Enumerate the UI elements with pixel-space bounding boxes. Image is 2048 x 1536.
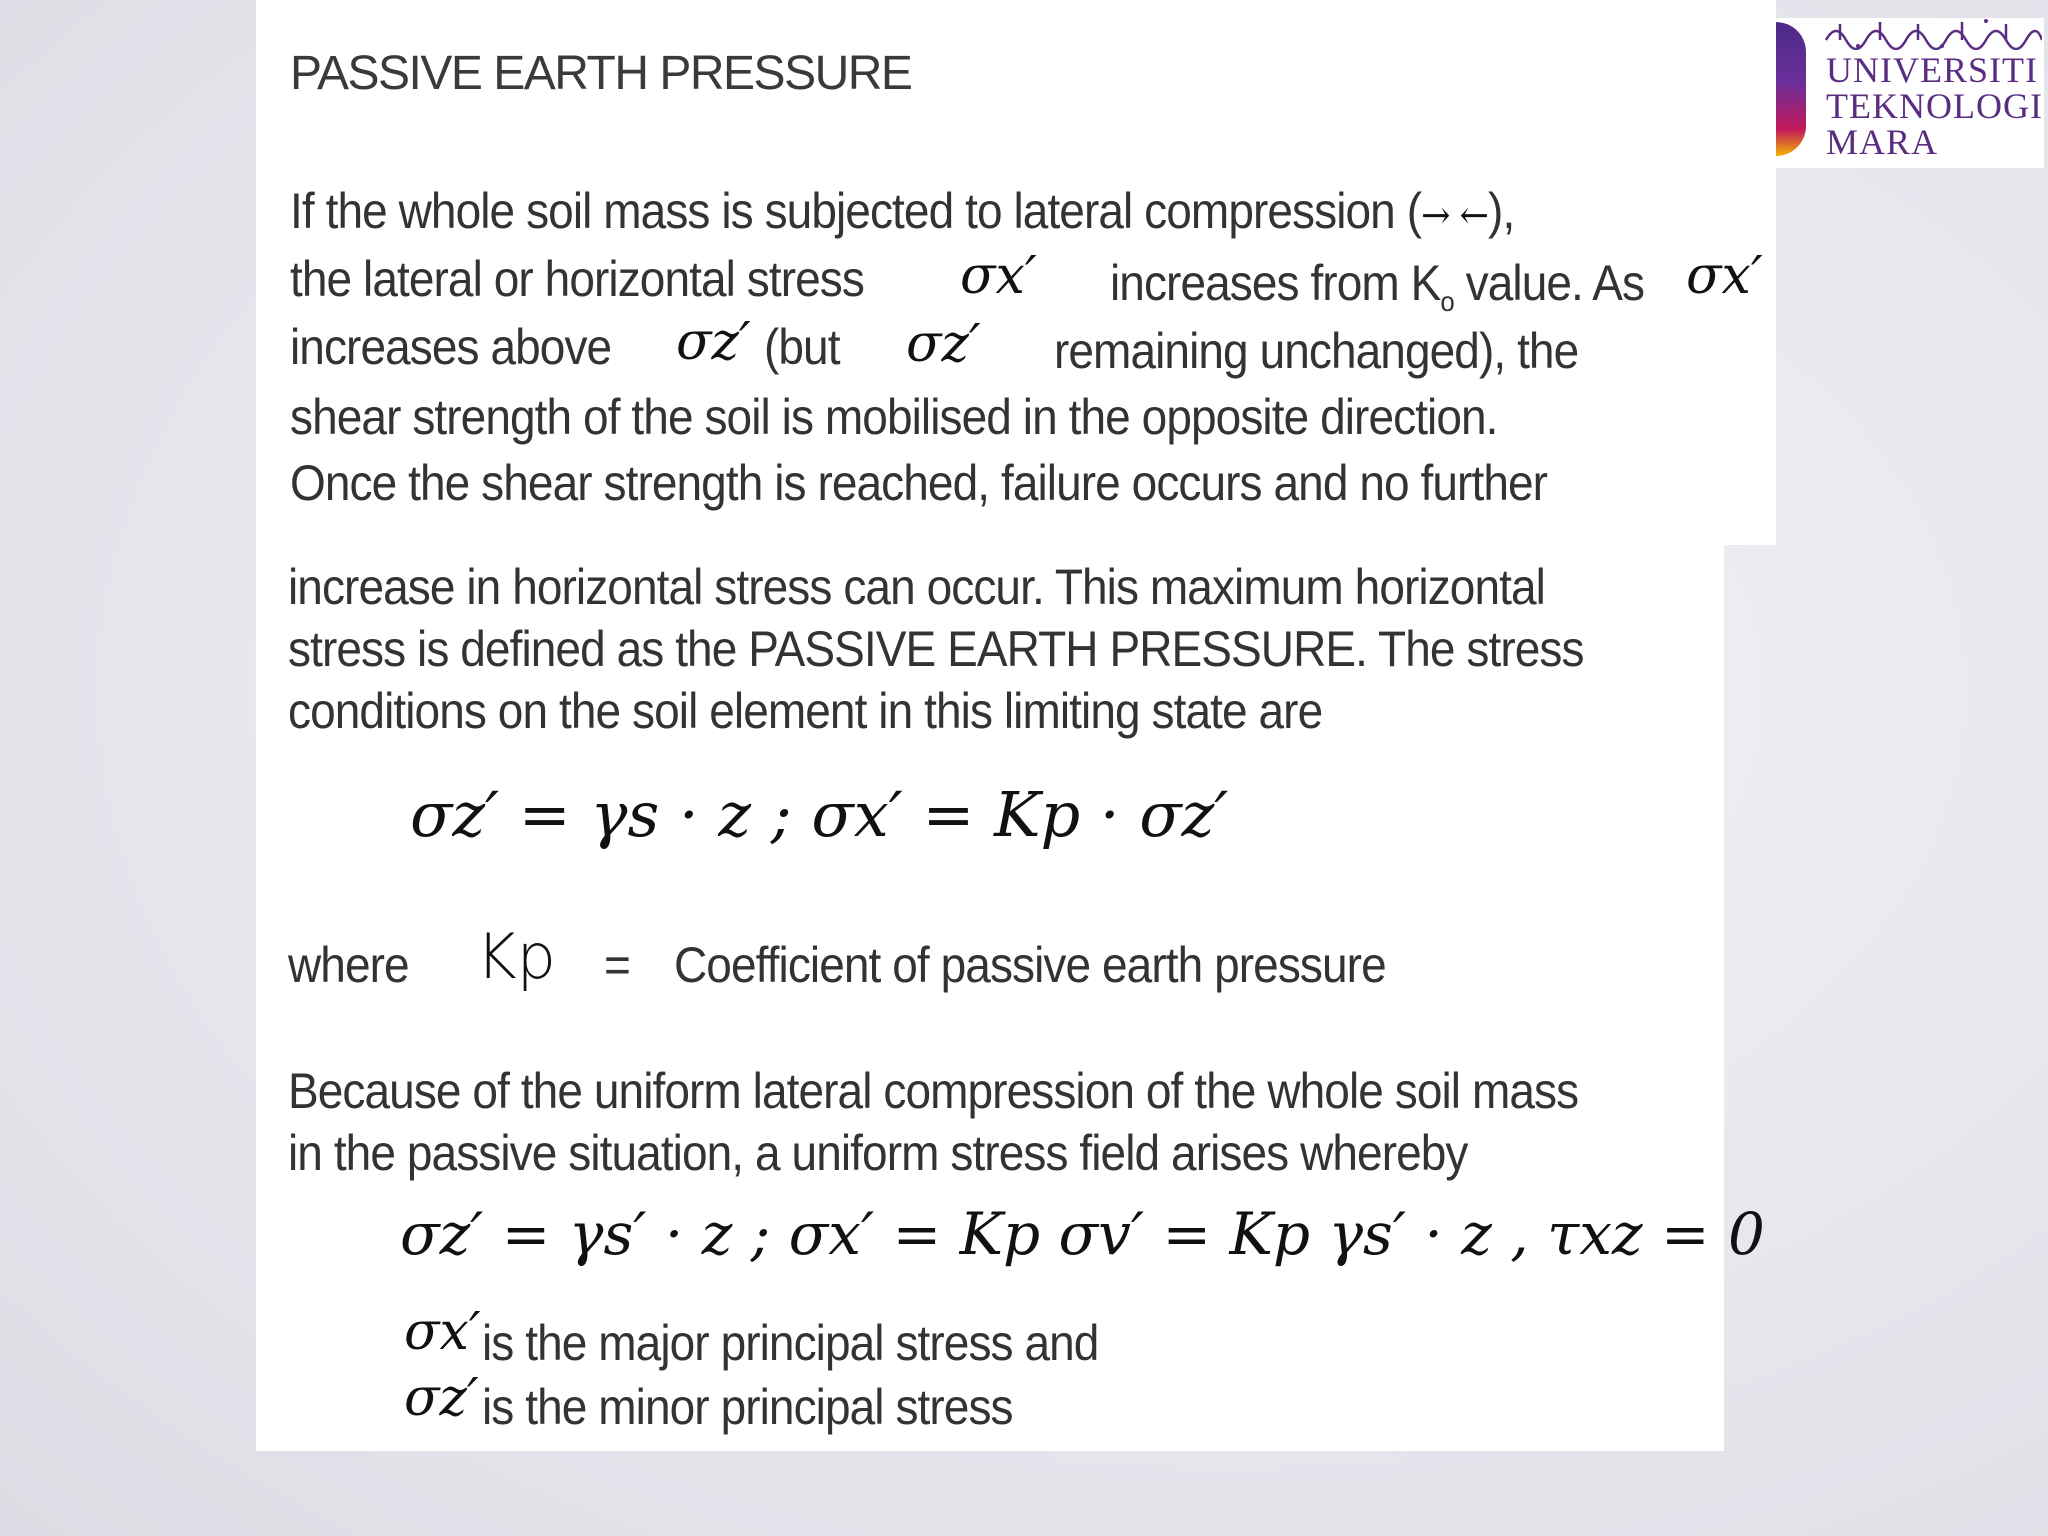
equation-2: σz′ = γs′ · z ; σx′ = Kp σv′ = Kp γs′ · z , τxz = 0 [400,1200,1765,1268]
sigma-z-symbol: σz′ [676,312,751,372]
sigma-x-symbol: σx′ [960,246,1037,306]
logo-line-3: MARA [1826,122,1939,162]
major-stress-text: is the major principal stress and [482,1315,1099,1371]
para1-line2b [1110,254,1644,318]
compression-arrows: → ← [1421,193,1489,237]
para1-line5: Once the shear strength is reached, failure occurs and no further [290,455,1548,511]
kp-definition: Coefficient of passive earth pressure [674,937,1386,993]
para1-line1 [290,182,1514,240]
logo-line-2: TEKNOLOGI [1826,86,2043,126]
para1-line4: shear strength of the soil is mobilised in the opposite direction. [290,389,1498,445]
para2-line1: increase in horizontal stress can occur. This maximum horizontal [288,559,1545,615]
minor-stress-symbol: σz′ [404,1368,479,1428]
logo-jawi-script [1822,16,2042,50]
para3-line2: in the passive situation, a uniform stress field arises whereby [288,1125,1468,1181]
minor-stress-text: is the minor principal stress [482,1379,1013,1435]
where-label: where [288,937,409,993]
para1-line1-end: ), [1488,183,1515,239]
logo-line-1: UNIVERSITI [1826,50,2038,90]
equation-1: σz′ = γs · z ; σx′ = Kp · σz′ [410,778,1229,851]
para1-line3c: remaining unchanged), the [1054,323,1579,379]
sigma-x-symbol-2: σx′ [1686,246,1763,306]
para2-line3: conditions on the soil element in this limiting state are [288,683,1323,739]
slide-title: PASSIVE EARTH PRESSURE [290,47,912,100]
kp-symbol: Kp [476,920,557,993]
para1-line3b: (but [764,319,840,375]
para1-line2a: the lateral or horizontal stress [290,251,864,307]
k-subscript: o [1440,286,1454,317]
para1-line2c: value. As [1453,255,1645,311]
where-equals: = [604,937,630,993]
para1-line1-text: If the whole soil mass is subjected to lateral compression ( [290,183,1422,239]
para3-line1: Because of the uniform lateral compression of the whole soil mass [288,1063,1579,1119]
logo-emblem-icon [1776,22,1806,156]
para2-line2: stress is defined as the PASSIVE EARTH PRESSURE. The stress [288,621,1584,677]
major-stress-symbol: σx′ [404,1302,481,1362]
para1-line3a: increases above [290,319,612,375]
sigma-z-symbol-2: σz′ [906,314,981,374]
para1-line2b-text: increases from K [1110,255,1441,311]
